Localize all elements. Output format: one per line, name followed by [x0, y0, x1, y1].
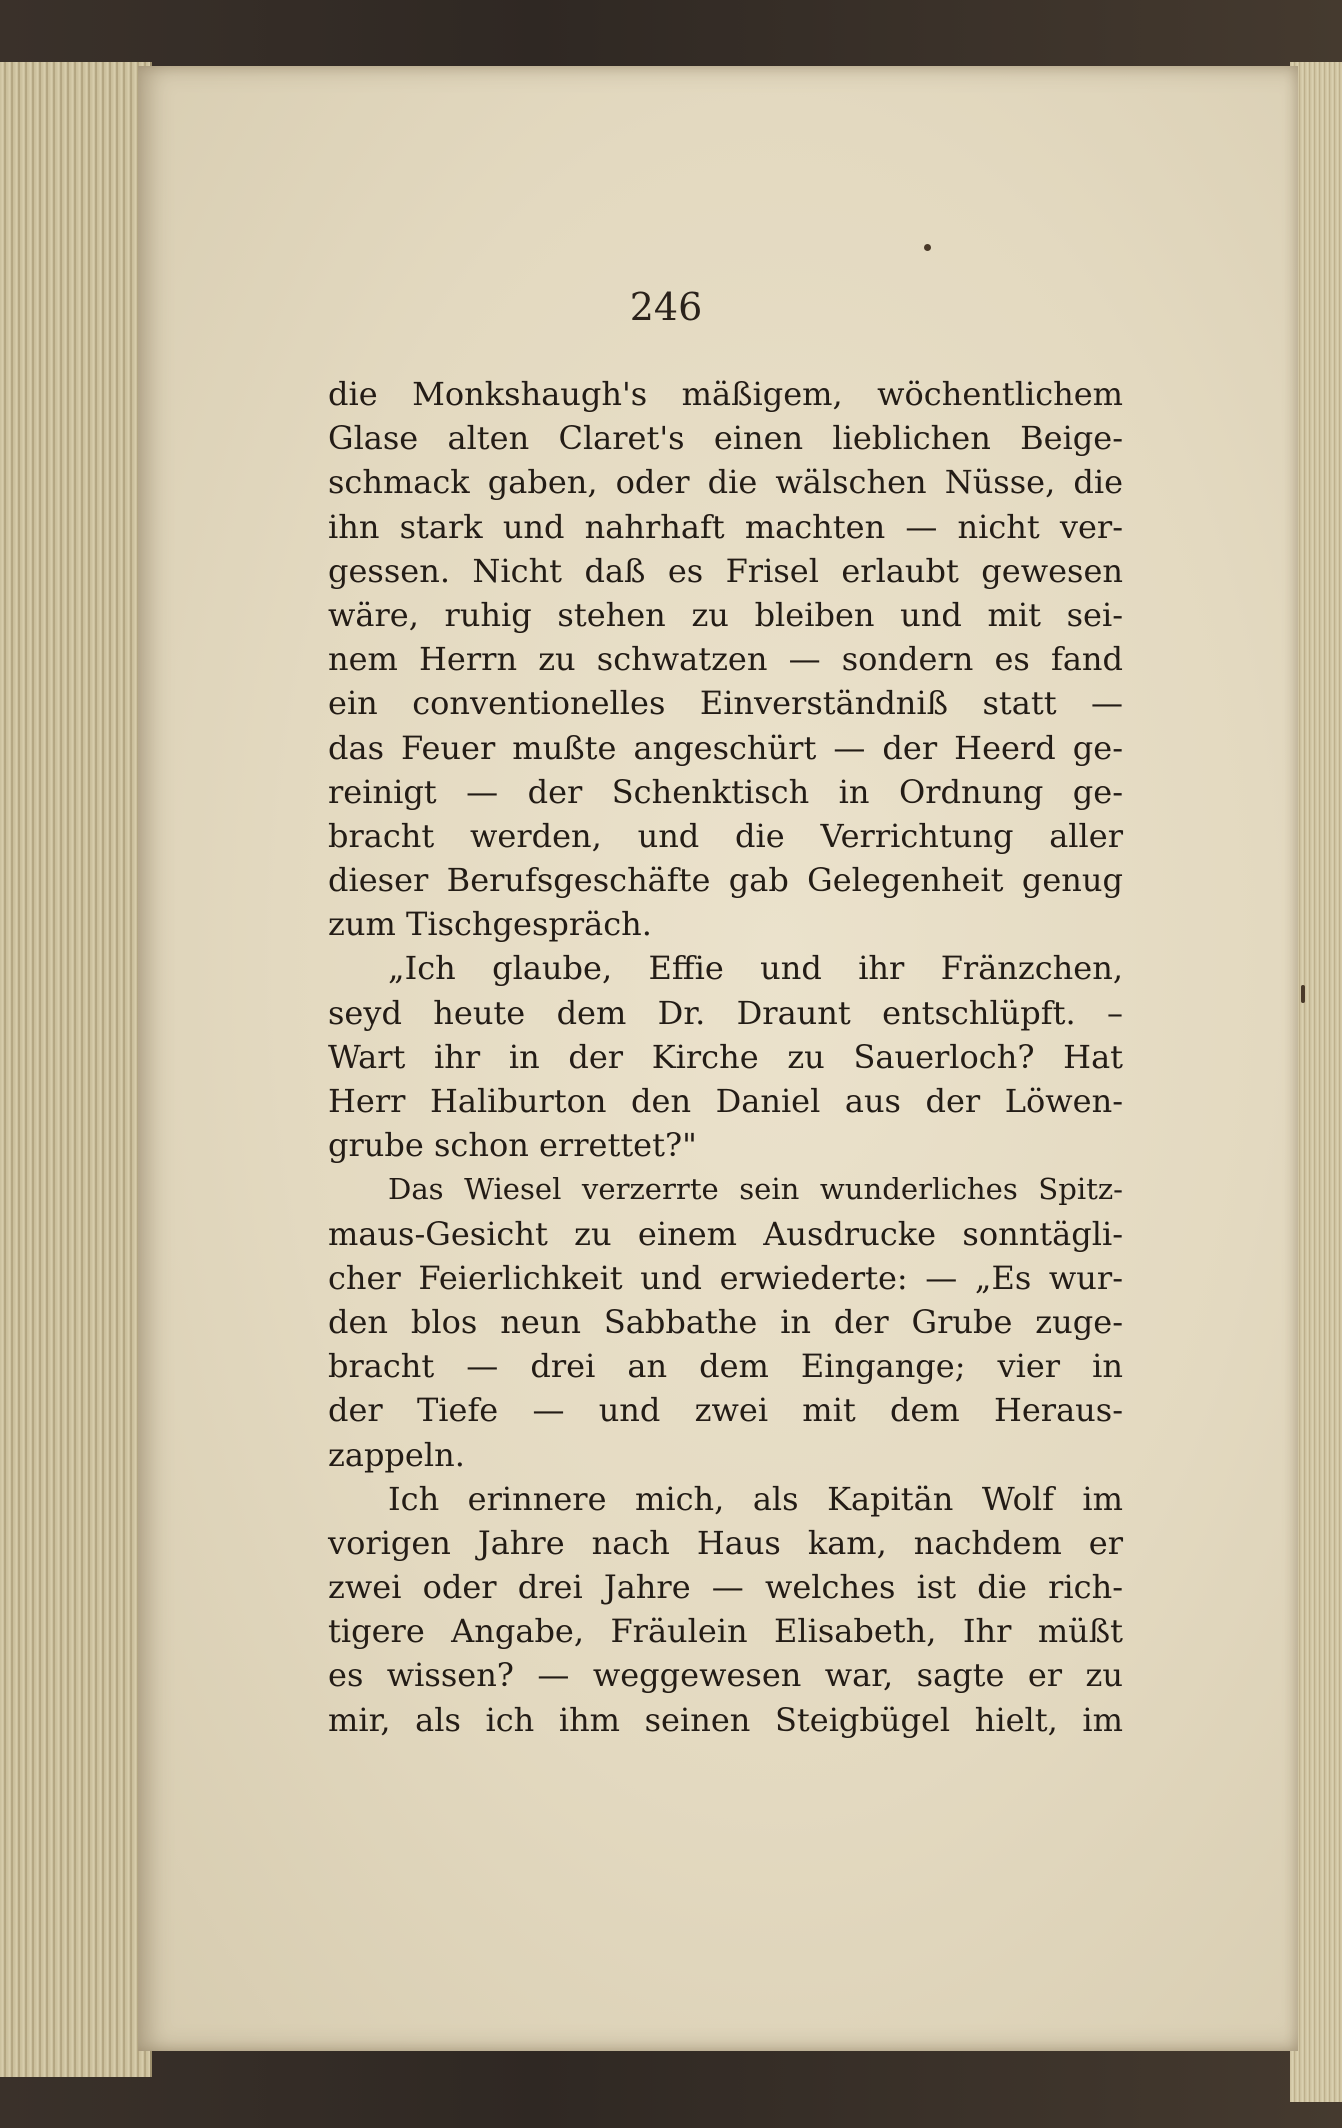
text-line: zwei oder drei Jahre — welches ist die rich- [328, 1568, 1123, 1607]
text-line: das Feuer mußte angeschürt — der Heerd ge- [328, 728, 1123, 767]
text-line: tigere Angabe, Fräulein Elisabeth, Ihr müßt [328, 1612, 1123, 1651]
text-line: cher Feierlichkeit und erwiederte: — „Es wur- [328, 1258, 1123, 1297]
text-line: nem Herrn zu schwatzen — sondern es fand [328, 640, 1123, 679]
text-line: es wissen? — weggewesen war, sagte er zu [328, 1656, 1123, 1695]
text-line: Herr Haliburton den Daniel aus der Löwen- [328, 1082, 1123, 1120]
body-text [328, 372, 1123, 1742]
text-line: mir, als ich ihm seinen Steigbügel hielt, im [328, 1700, 1123, 1739]
text-line: bracht werden, und die Verrichtung aller [328, 816, 1123, 855]
text-line: maus-Gesicht zu einem Ausdrucke sonntägli- [328, 1214, 1123, 1253]
page-number: 246 [629, 285, 703, 329]
text-line: die Monkshaugh's mäßigem, wöchentlichem [328, 375, 1123, 413]
text-line: vorigen Jahre nach Haus kam, nachdem er [328, 1523, 1123, 1562]
text-line: bracht — drei an dem Eingange; vier in [328, 1347, 1123, 1386]
ink-speck [1301, 985, 1305, 1003]
text-line: Das Wiesel verzerrte sein wunderliches Spitz- [388, 1172, 1123, 1207]
text-line: Ich erinnere mich, als Kapitän Wolf im [388, 1479, 1123, 1518]
text-line: zappeln. [328, 1435, 465, 1474]
text-line: ihn stark und nahrhaft machten — nicht ver- [328, 507, 1123, 546]
text-line: „Ich glaube, Effie und ihr Fränzchen, [388, 949, 1123, 988]
text-line: ein conventionelles Einverständniß statt — [328, 684, 1123, 723]
text-line: seyd heute dem Dr. Draunt entschlüpft. – [328, 993, 1123, 1032]
text-line: dieser Berufsgeschäfte gab Gelegenheit genug [328, 861, 1123, 900]
text-line: grube schon errettet?" [328, 1126, 697, 1165]
text-line: Glase alten Claret's einen lieblichen Beige- [328, 419, 1123, 458]
text-line: den blos neun Sabbathe in der Grube zuge- [328, 1302, 1123, 1341]
page-edges-left [0, 62, 152, 2077]
text-line: gessen. Nicht daß es Frisel erlaubt gewesen [328, 551, 1123, 590]
text-line: schmack gaben, oder die wälschen Nüsse, die [328, 463, 1123, 502]
text-line: Wart ihr in der Kirche zu Sauerloch? Hat [328, 1037, 1123, 1076]
text-line: wäre, ruhig stehen zu bleiben und mit sei- [328, 595, 1123, 634]
text-line: reinigt — der Schenktisch in Ordnung ge- [328, 772, 1123, 811]
text-line: der Tiefe — und zwei mit dem Heraus- [328, 1391, 1123, 1430]
ink-speck [924, 244, 931, 251]
text-line: zum Tischgespräch. [328, 905, 652, 944]
